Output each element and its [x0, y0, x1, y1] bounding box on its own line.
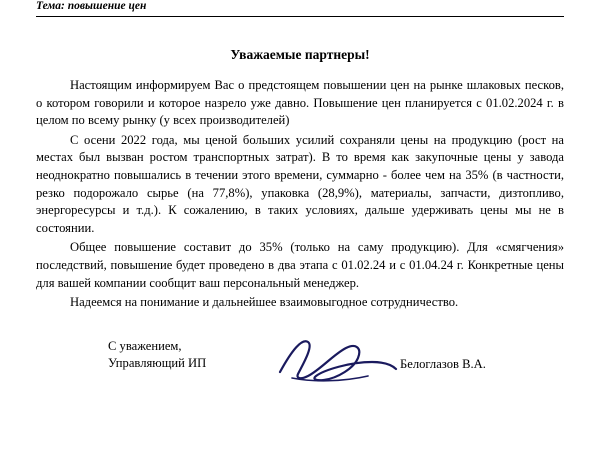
handwritten-signature-icon: [272, 332, 402, 388]
signature-role: Управляющий ИП: [108, 356, 207, 371]
salutation: Уважаемые партнеры!: [230, 47, 370, 62]
paragraph: Общее повышение составит до 35% (только на саму продукцию). Для «смягчения» последствий, повышение будет проведено в два этапа с 01.02.24 и с 01.04.24 г. Конкретные цены для вашей компании сообщит ваш персональный менеджер.: [36, 240, 564, 290]
subject-line: Тема: повышение цен: [36, 0, 147, 12]
paragraph: Надеемся на понимание и дальнейшее взаимовыгодное сотрудничество.: [70, 295, 459, 310]
header-divider: [36, 16, 564, 17]
signature-closing: С уважением,: [108, 338, 182, 353]
signature-name: Белоглазов В.А.: [400, 356, 486, 371]
paragraph: Настоящим информируем Вас о предстоящем повышении цен на рынке шлаковых песков, о котором говорили и которое назрело уже давно. Повышение цен планируется с 01.02.2024 г. в целом по всему рынку (у всех производителей): [36, 78, 564, 128]
signature-block: [36, 338, 564, 418]
signature-left: [108, 338, 206, 373]
paragraph: С осени 2022 года, мы ценой больших усилий сохраняли цены на продукцию (рост на местах был вызван ростом транспортных затрат). В то время как закупочные цены у завода неоднократно повышались в течении этого времени, суммарно - более чем на 35% (в частности, резко подорожало сырье (на 77,8%), упаковка (28,9%), материалы, запчасти, дизтопливо, энергоресурсы и т.д.). К сожалению, в таких условиях, дальше удерживать цены мы не в состоянии.: [36, 132, 564, 235]
